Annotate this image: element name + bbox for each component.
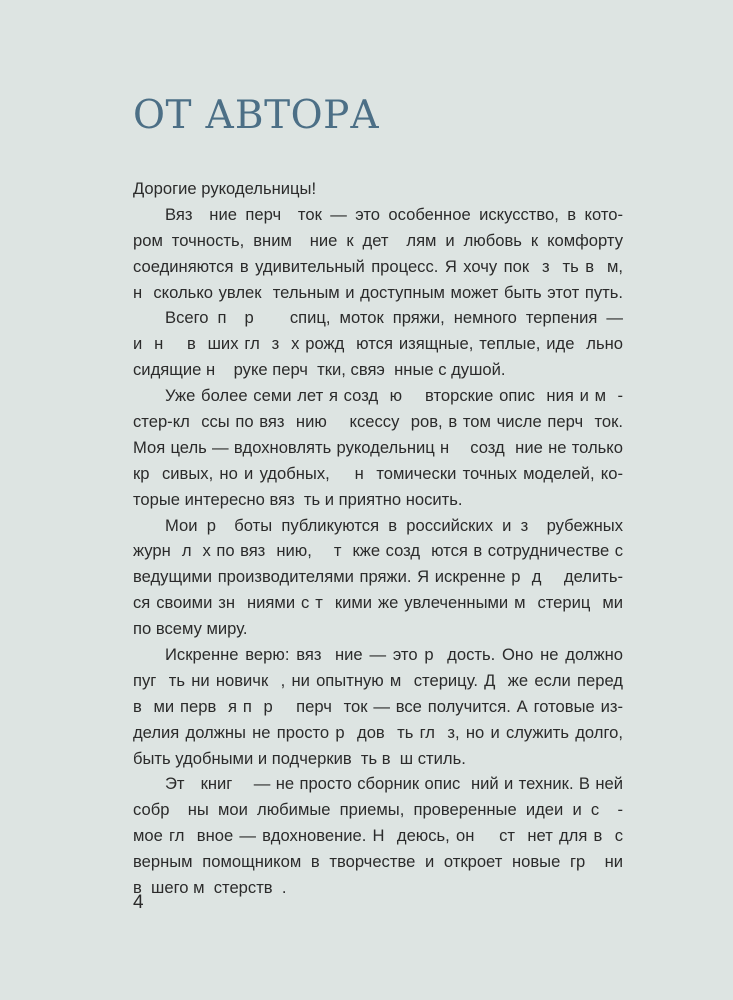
text-line: верным помощником в творчестве и откроет новые гр ни [133, 852, 623, 872]
text-line: журн л х по вяз нию, т кже созд ются в сотрудничестве с [133, 541, 623, 561]
text-line: по всему миру. [133, 619, 248, 639]
text-line: соединяются в удивительный процесс. Я хочу пок з ть в м, [133, 256, 623, 276]
text-line: в ми перв я п р перч ток — все получится. А готовые из- [133, 696, 623, 716]
text-line: н сколько увлек тельным и доступным может быть этот путь. [133, 282, 623, 302]
text-line: Дорогие рукодельницы! [133, 179, 317, 198]
text-line: Уже более семи лет я созд ю вторские опис ния и м - [165, 386, 623, 406]
text-line: торые интересно вяз ть и приятно носить. [133, 489, 463, 509]
text-line: ром точность, вним ние к дет лям и любовь к комфорту [133, 230, 623, 250]
body-text [133, 176, 623, 901]
text-line: Вяз ние перч ток — это особенное искусство, в кото- [165, 204, 623, 224]
text-line: ведущими производителями пряжи. Я искренне р д делить- [133, 567, 623, 587]
text-line: Мои р боты публикуются в российских и з рубежных [165, 515, 623, 535]
page-number: 4 [133, 892, 144, 913]
text-line: Искренне верю: вяз ние — это р дость. Оно не должно [165, 645, 623, 665]
text-line: быть удобными и подчеркив ть в ш стиль. [133, 748, 466, 768]
text-line: пуг ть ни новичк , ни опытную м стерицу. Д же если перед [133, 670, 623, 690]
text-line: сидящие н руке перч тки, свяэ нные с душой. [133, 360, 506, 380]
text-line: делия должны не просто р дов ть гл з, но и служить долго, [133, 722, 623, 742]
text-line: кр сивых, но и удобных, н томически точных моделей, ко- [133, 463, 623, 483]
text-line: в шего м стерств . [133, 878, 287, 898]
text-line: Эт книг — не просто сборник опис ний и техник. В ней [165, 774, 623, 794]
text-line: мое гл вное — вдохновение. Н деюсь, он ст нет для в с [133, 826, 623, 846]
page-title: ОТ АВТОРА [133, 93, 380, 138]
text-line: стер-кл ссы по вяз нию ксессу ров, в том числе перч ток. [133, 412, 623, 432]
text-line: собр ны мои любимые приемы, проверенные идеи и с - [133, 800, 623, 820]
text-line: и н в ших гл з х рожд ются изящные, теплые, иде льно [133, 334, 623, 354]
text-line: Моя цель — вдохновлять рукодельниц н созд ние не только [133, 437, 623, 457]
text-line: ся своими зн ниями с т кими же увлеченными м стериц ми [133, 593, 623, 613]
text-line: Всего п р спиц, моток пряжи, немного терпения — [165, 308, 623, 328]
